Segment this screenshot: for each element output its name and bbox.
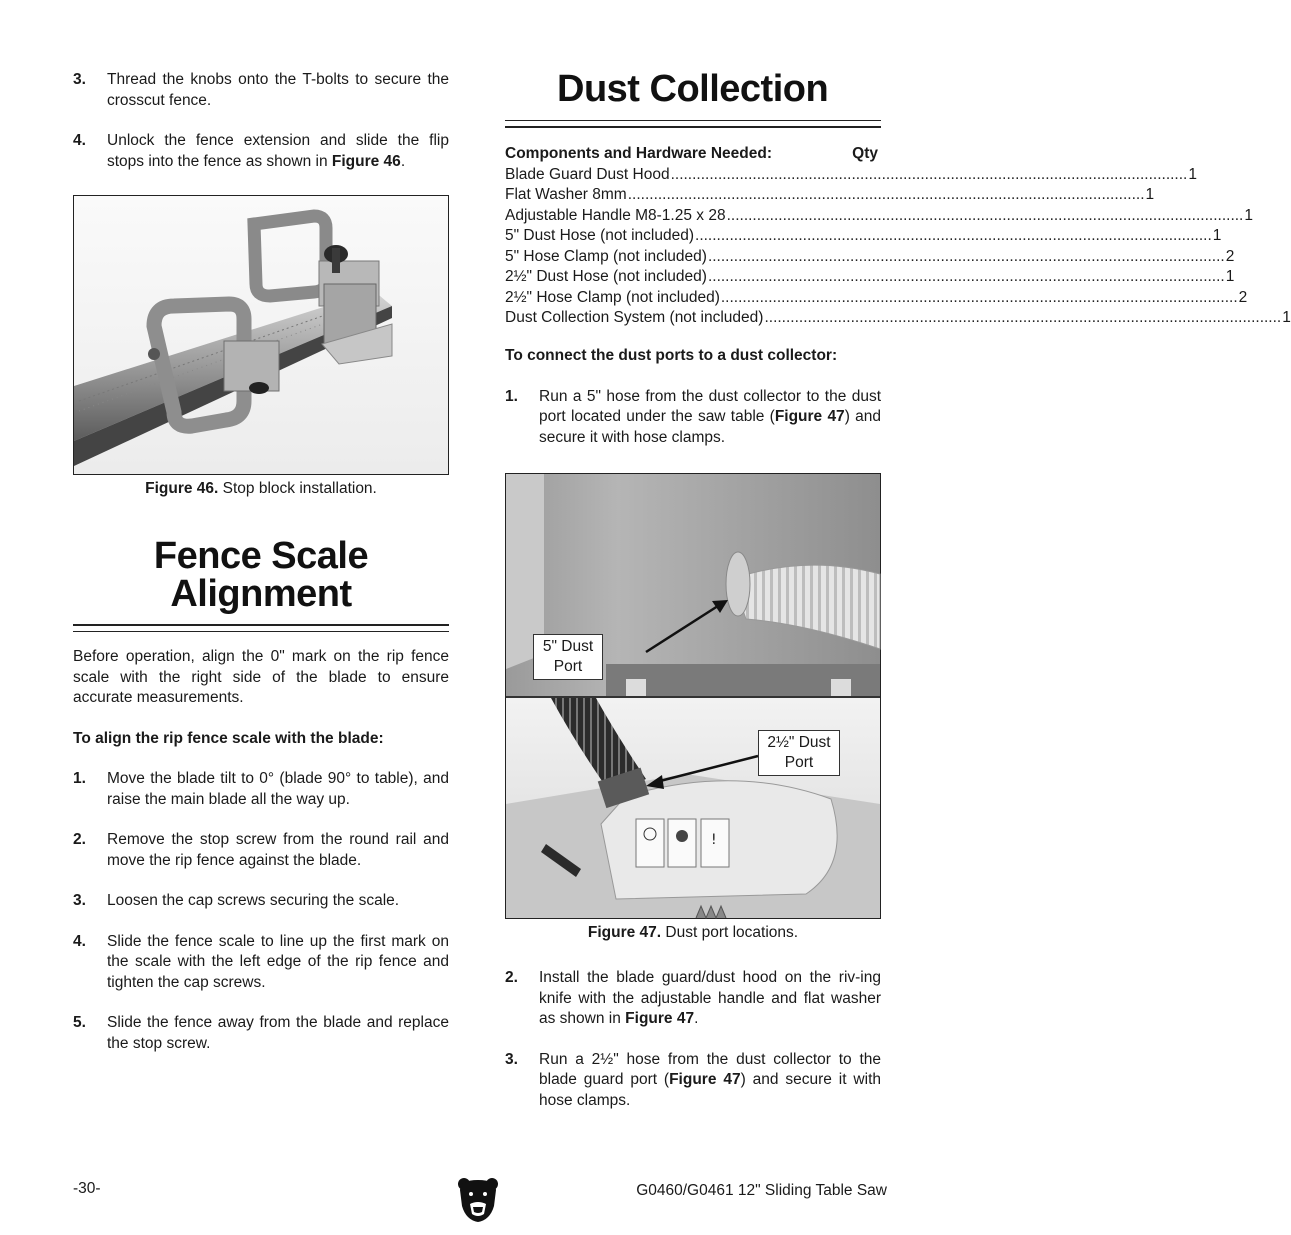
figure-47-image bbox=[505, 473, 881, 919]
part-name: Blade Guard Dust Hood bbox=[505, 165, 670, 183]
fence-scale-section bbox=[73, 647, 449, 1054]
part-qty: 1 bbox=[1188, 165, 1197, 183]
procedure-subheading: To align the rip fence scale with the blade: bbox=[73, 729, 384, 747]
step-3-top bbox=[73, 70, 449, 111]
parts-rows bbox=[505, 165, 1291, 329]
part-name: Dust Collection System (not included) bbox=[505, 309, 764, 326]
dust-port-illustration bbox=[506, 474, 880, 918]
step-text: Unlock the fence extension and slide the flip stops into the fence as shown in Figure 46. bbox=[107, 132, 449, 170]
dust-collection-heading: Dust Collection bbox=[557, 68, 829, 110]
parts-header: Components and Hardware Needed: Qty bbox=[505, 145, 878, 162]
part-qty: 1 bbox=[1244, 206, 1253, 224]
part-name: Adjustable Handle M8-1.25 x 28 bbox=[505, 206, 726, 224]
step-1: 1. Move the blade tilt to 0° (blade 90° to table), and raise the main blade all the way up. bbox=[73, 770, 449, 808]
step-2: 2. Remove the stop screw from the round rail and move the rip fence against the blade. bbox=[73, 831, 449, 869]
svg-text:!: ! bbox=[711, 832, 717, 848]
part-name: 5" Hose Clamp (not included) bbox=[505, 247, 707, 265]
step-5: 5. Slide the fence away from the blade and replace the stop screw. bbox=[73, 1014, 449, 1052]
callout-25in-dust-port: 2½" Dust Port bbox=[758, 730, 840, 776]
figure-reference: Figure 46 bbox=[331, 152, 401, 170]
dot-leader: ........................................................................................................................ bbox=[627, 186, 1145, 203]
part-name: 2½" Hose Clamp (not included) bbox=[505, 288, 720, 306]
heading-rule-thin bbox=[505, 120, 881, 121]
parts-list-item bbox=[505, 185, 1155, 206]
dot-leader: ........................................................................................................................ bbox=[726, 206, 1244, 224]
dot-leader: ........................................................................................................................ bbox=[764, 309, 1282, 326]
parts-list-item bbox=[505, 206, 1253, 227]
step-1-dust: 1. Run a 5" hose from the dust collector to the dust port located under the saw table (Figure 47) and secure it with hose clamps. bbox=[505, 387, 881, 446]
part-name: 5" Dust Hose (not included) bbox=[505, 227, 695, 244]
part-name: 2½" Dust Hose (not included) bbox=[505, 268, 707, 285]
step-4: 4. Slide the fence scale to line up the first mark on the scale with the left edge of the rip fence and tighten the cap screws. bbox=[73, 932, 449, 991]
part-qty: 1 bbox=[1282, 309, 1291, 326]
step-number: 4. bbox=[73, 132, 86, 149]
parts-list bbox=[505, 144, 1291, 329]
parts-list-item bbox=[505, 165, 1197, 186]
figure-reference: Figure 47 bbox=[774, 408, 845, 425]
figure-caption-text: Stop block installation. bbox=[218, 480, 377, 497]
footer-model: G0460/G0461 12" Sliding Table Saw bbox=[636, 1182, 887, 1199]
figure-label: Figure 46. bbox=[145, 480, 219, 497]
part-qty: 2 bbox=[1238, 288, 1248, 306]
step-text: Thread the knobs onto the T-bolts to secure the crosscut fence. bbox=[107, 71, 449, 109]
page-number: -30- bbox=[73, 1180, 101, 1197]
step-3: 3. Loosen the cap screws securing the scale. bbox=[73, 892, 400, 909]
parts-list-item bbox=[505, 226, 1222, 247]
heading-rule bbox=[505, 126, 881, 128]
figure-reference: Figure 47 bbox=[625, 1010, 695, 1027]
dot-leader: ........................................................................................................................ bbox=[695, 227, 1212, 244]
dot-leader: ........................................................................................................................ bbox=[707, 247, 1225, 265]
step-number: 3. bbox=[73, 71, 86, 88]
dot-leader: ........................................................................................................................ bbox=[720, 288, 1238, 306]
dot-leader: ........................................................................................................................ bbox=[670, 165, 1188, 183]
step-2-dust: 2. Install the blade guard/dust hood on the riv-ing knife with the adjustable handle and flat washer as shown in Figure 47. bbox=[505, 969, 881, 1027]
parts-list-item bbox=[505, 247, 1235, 268]
step-3-dust: 3. Run a 2½" hose from the dust collector to the blade guard port (Figure 47) and secure it with hose clamps. bbox=[505, 1050, 881, 1109]
figure-47-caption bbox=[505, 924, 881, 942]
heading-rule-thin bbox=[73, 631, 449, 632]
figure-caption-text: Dust port locations. bbox=[661, 924, 799, 941]
parts-list-item bbox=[505, 267, 1235, 288]
parts-list-item bbox=[505, 308, 1291, 329]
part-qty: 1 bbox=[1145, 186, 1155, 203]
dust-procedure-cont bbox=[505, 968, 881, 1111]
part-qty: 1 bbox=[1225, 268, 1235, 285]
figure-reference: Figure 47 bbox=[669, 1071, 741, 1088]
stop-block-illustration bbox=[74, 196, 448, 474]
figure-label: Figure 47. bbox=[587, 924, 662, 941]
dot-leader: ........................................................................................................................ bbox=[707, 268, 1225, 285]
part-qty: 2 bbox=[1225, 247, 1235, 265]
fence-scale-heading: Fence Scale Alignment bbox=[153, 535, 369, 615]
dust-procedure bbox=[505, 346, 881, 448]
part-name: Flat Washer 8mm bbox=[505, 186, 627, 203]
step-4-top bbox=[73, 131, 449, 172]
heading-rule bbox=[73, 624, 449, 626]
callout-5in-dust-port: 5" Dust Port bbox=[533, 634, 603, 680]
parts-list-item bbox=[505, 288, 1248, 309]
figure-46-caption bbox=[73, 480, 449, 498]
intro-paragraph: Before operation, align the 0" mark on the rip fence scale with the right side of the blade to ensure accurate measurements. bbox=[73, 648, 449, 706]
procedure-subheading: To connect the dust ports to a dust collector: bbox=[505, 347, 838, 364]
figure-46-image bbox=[73, 195, 449, 475]
left-column bbox=[73, 70, 449, 172]
grizzly-bear-logo-icon bbox=[456, 1176, 500, 1224]
part-qty: 1 bbox=[1212, 227, 1222, 244]
